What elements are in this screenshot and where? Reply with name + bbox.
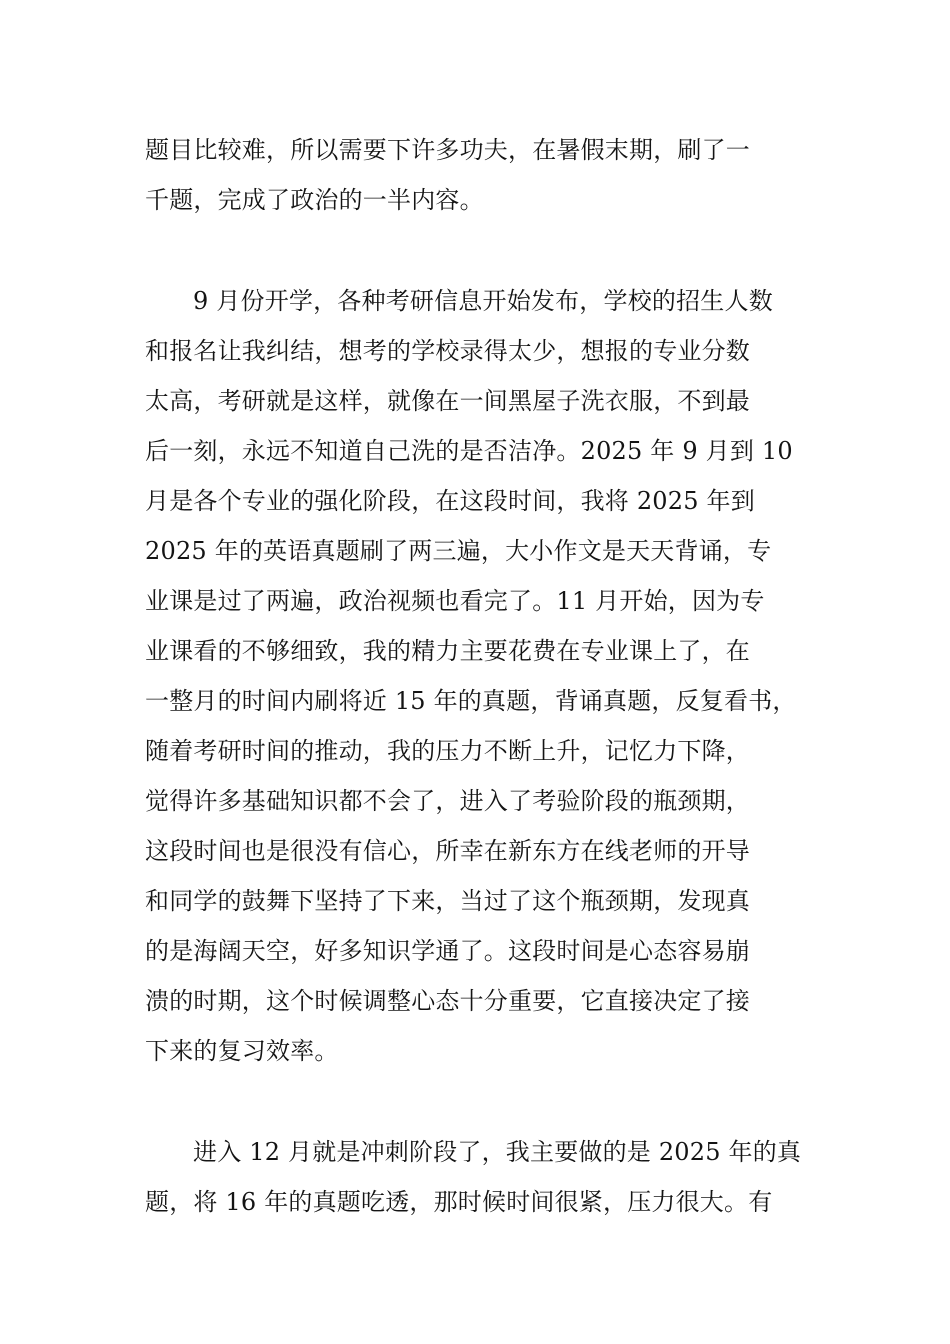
paragraph-1-line-1: 题目比较难，所以需要下许多功夫，在暑假末期，刷了一 [145,136,750,164]
paragraph-2-line-15: 溃的时期，这个时候调整心态十分重要，它直接决定了接 [145,987,750,1015]
paragraph-2-line-12: 这段时间也是很没有信心，所幸在新东方在线老师的开导 [145,837,750,865]
paragraph-2-line-16: 下来的复习效率。 [145,1037,339,1065]
paragraph-2-line-2: 和报名让我纠结，想考的学校录得太少，想报的专业分数 [145,337,750,365]
paragraph-2-line-6: 2025 年的英语真题刷了两三遍，大小作文是天天背诵，专 [145,537,772,565]
paragraph-2-line-1: 9 月份开学，各种考研信息开始发布，学校的招生人数 [193,287,773,315]
paragraph-3-line-1: 进入 12 月就是冲刺阶段了，我主要做的是 2025 年的真 [193,1138,802,1166]
paragraph-2-line-7: 业课是过了两遍，政治视频也看完了。11 月开始，因为专 [145,587,765,615]
paragraph-2-line-4: 后一刻，永远不知道自己洗的是否洁净。2025 年 9 月到 10 [145,437,793,465]
paragraph-2-line-13: 和同学的鼓舞下坚持了下来，当过了这个瓶颈期，发现真 [145,887,750,915]
paragraph-2-line-3: 太高，考研就是这样，就像在一间黑屋子洗衣服，不到最 [145,387,750,415]
paragraph-2-line-10: 随着考研时间的推动，我的压力不断上升，记忆力下降， [145,737,750,765]
paragraph-2-line-14: 的是海阔天空，好多知识学通了。这段时间是心态容易崩 [145,937,750,965]
paragraph-2-line-9: 一整月的时间内刷将近 15 年的真题，背诵真题，反复看书， [145,687,797,715]
paragraph-2-line-11: 觉得许多基础知识都不会了，进入了考验阶段的瓶颈期， [145,787,750,815]
paragraph-2-line-5: 月是各个专业的强化阶段，在这段时间，我将 2025 年到 [145,487,755,515]
paragraph-1-line-2: 千题，完成了政治的一半内容。 [145,186,484,214]
paragraph-2-line-8: 业课看的不够细致，我的精力主要花费在专业课上了，在 [145,637,750,665]
paragraph-3-line-2: 题，将 16 年的真题吃透，那时候时间很紧，压力很大。有 [145,1188,773,1216]
